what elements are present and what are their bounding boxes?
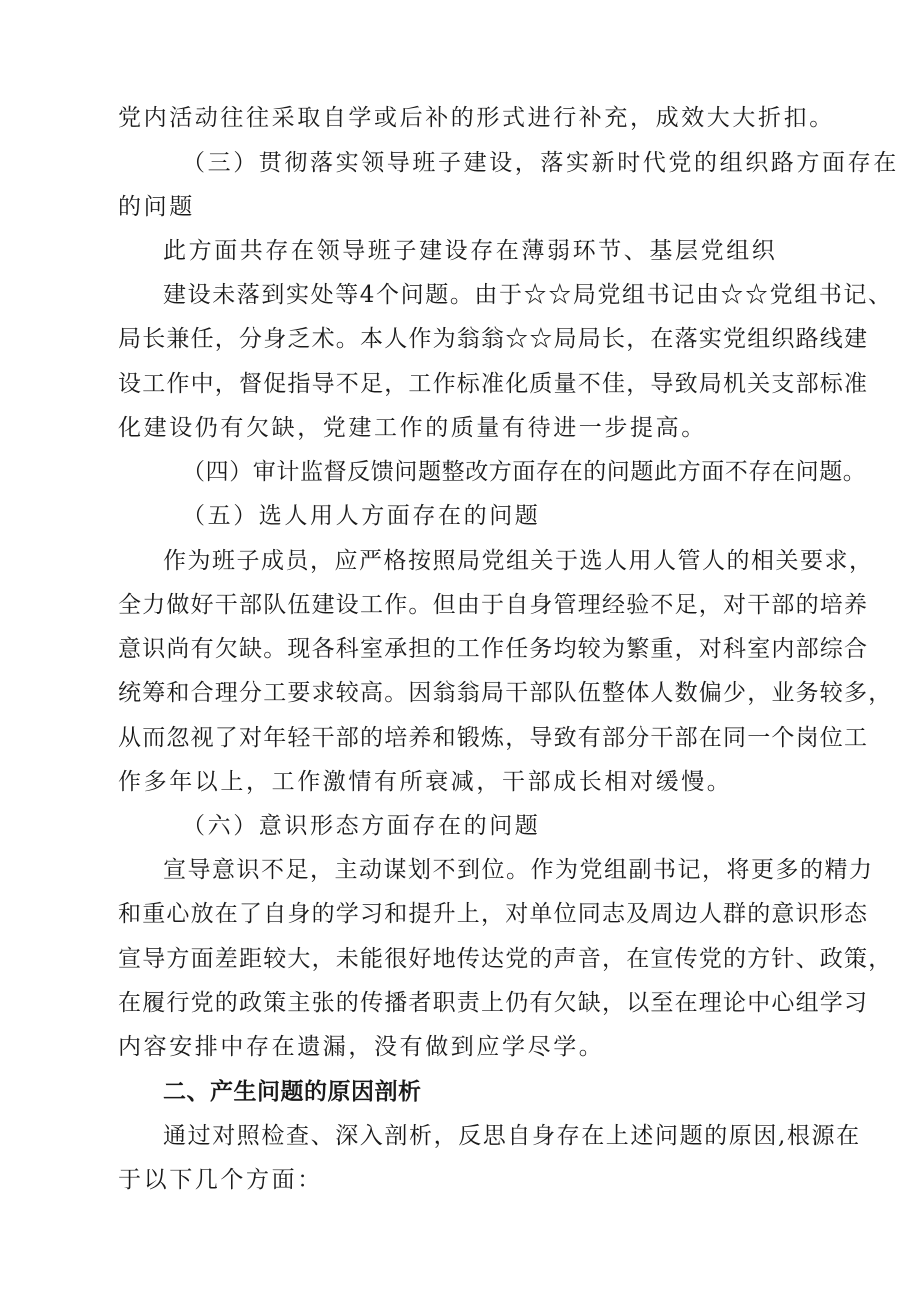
- paragraph-line: 通过对照检查、深入剖析，反思自身存在上述问题的原因,根源在: [163, 1123, 861, 1149]
- paragraph-line: 全力做好干部队伍建设工作。但由于自身管理经验不足，对干部的培养: [118, 592, 869, 618]
- section-heading-6: （六）意识形态方面存在的问题: [182, 813, 541, 839]
- paragraph-line: 此方面共存在领导班子建设存在薄弱环节、基层党组织: [163, 238, 778, 264]
- paragraph-line: 作为班子成员，应严格按照局党组关于选人用人管人的相关要求，: [163, 548, 874, 574]
- paragraph-line: 设工作中，督促指导不足，工作标准化质量不佳，导致局机关支部标准: [118, 371, 869, 397]
- paragraph-line: 作多年以上，工作激情有所衰减，干部成长相对缓慢。: [118, 769, 733, 795]
- paragraph-line: 建设未落到实处等4个问题。由于☆☆局党组书记由☆☆党组书记、: [163, 282, 893, 308]
- paragraph-line: 在履行党的政策主张的传播者职责上仍有欠缺，以至在理论中心组学习: [118, 990, 869, 1016]
- paragraph-line: 宣导意识不足，主动谋划不到位。作为党组副书记，将更多的精力: [163, 857, 874, 883]
- paragraph-line: 统筹和合理分工要求较高。因翁翁局干部队伍整体人数偏少，业务较多，: [118, 680, 893, 706]
- paragraph-line: 于以下几个方面：: [118, 1167, 323, 1193]
- paragraph-continuation-line: 党内活动往往采取自学或后补的形式进行补充，成效大大折扣。: [118, 105, 835, 131]
- paragraph-line: 内容安排中存在遗漏，没有做到应学尽学。: [118, 1034, 605, 1060]
- paragraph-line: 化建设仍有欠缺，党建工作的质量有待进一步提高。: [118, 415, 707, 441]
- section-heading-3-continuation: 的问题: [118, 194, 195, 220]
- chapter-heading-2: 二、产生问题的原因剖析: [163, 1079, 422, 1105]
- section-heading-3: （三）贯彻落实领导班子建设，落实新时代党的组织路方面存在: [182, 150, 899, 176]
- section-heading-5: （五）选人用人方面存在的问题: [182, 503, 541, 529]
- paragraph-line: 从而忽视了对年轻干部的培养和锻炼，导致有部分干部在同一个岗位工: [118, 725, 869, 751]
- paragraph-line: 宣导方面差距较大，未能很好地传达党的声音，在宣传党的方针、政策，: [118, 946, 893, 972]
- paragraph-line: 和重心放在了自身的学习和提升上，对单位同志及周边人群的意识形态: [118, 901, 869, 927]
- paragraph-line: 意识尚有欠缺。现各科室承担的工作任务均较为繁重，对科室内部综合: [118, 636, 869, 662]
- paragraph-line: 局长兼任，分身乏术。本人作为翁翁☆☆局局长，在落实党组织路线建: [118, 326, 869, 352]
- section-heading-4: （四）审计监督反馈问题整改方面存在的问题此方面不存在问题。: [182, 459, 867, 485]
